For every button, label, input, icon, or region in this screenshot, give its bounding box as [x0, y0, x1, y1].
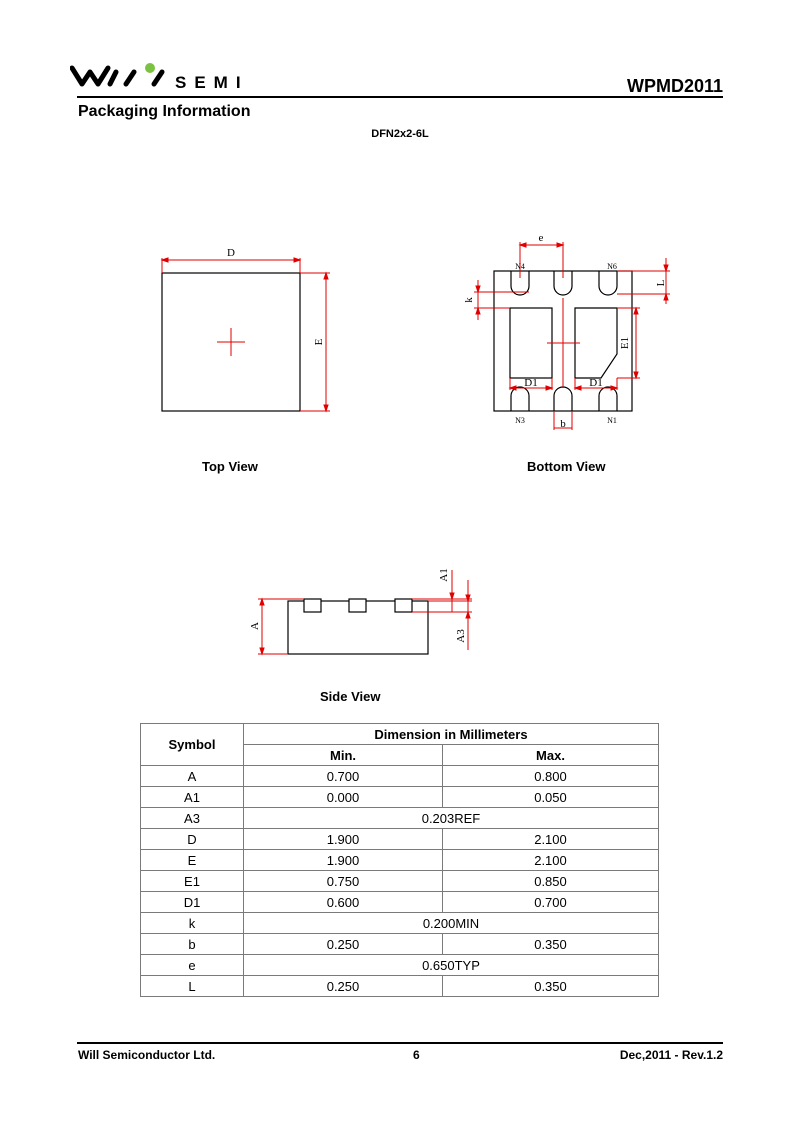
- bottom-N1-label: N1: [607, 416, 617, 425]
- logo-text: SEMI: [175, 73, 249, 92]
- table-row: [141, 934, 659, 955]
- bottom-b-label: b: [560, 418, 566, 430]
- company-logo: [70, 62, 170, 88]
- bottom-view-label: Bottom View: [527, 459, 606, 474]
- min-cell: 0.750: [244, 871, 443, 892]
- bottom-N4-label: N4: [515, 262, 525, 271]
- package-name: DFN2x2-6L: [371, 128, 429, 140]
- max-cell: 0.700: [443, 892, 659, 913]
- table-row: [141, 892, 659, 913]
- header-rule: [77, 96, 723, 98]
- side-view-drawing: [240, 560, 480, 660]
- top-E-label: E: [313, 338, 325, 346]
- side-view-label: Side View: [320, 689, 381, 704]
- symbol-cell: D: [141, 829, 244, 850]
- footer-page-number: 6: [413, 1048, 420, 1062]
- merged-cell: 0.200MIN: [244, 913, 659, 934]
- bottom-k-label: k: [463, 297, 475, 303]
- side-A-label: A: [249, 622, 261, 630]
- symbol-cell: E1: [141, 871, 244, 892]
- document-number: WPMD2011: [626, 76, 723, 96]
- symbol-cell: A: [141, 766, 244, 787]
- table-row: [141, 787, 659, 808]
- footer-company: Will Semiconductor Ltd.: [78, 1048, 216, 1062]
- side-A3-label: A3: [455, 629, 467, 643]
- symbol-cell: E: [141, 850, 244, 871]
- dimensions-table: [140, 723, 659, 997]
- col-min-header: Min.: [244, 745, 443, 766]
- min-cell: 0.000: [244, 787, 443, 808]
- min-cell: 0.600: [244, 892, 443, 913]
- table-row: [141, 850, 659, 871]
- symbol-cell: D1: [141, 892, 244, 913]
- bottom-N6-label: N6: [607, 262, 617, 271]
- max-cell: 0.050: [443, 787, 659, 808]
- footer-rule: [77, 1042, 723, 1044]
- merged-cell: 0.203REF: [244, 808, 659, 829]
- bottom-D1-left-label: D1: [524, 377, 538, 389]
- table-row: [141, 829, 659, 850]
- max-cell: 0.850: [443, 871, 659, 892]
- bottom-view-drawing: [460, 228, 680, 434]
- merged-cell: 0.650TYP: [244, 955, 659, 976]
- max-cell: 2.100: [443, 829, 659, 850]
- table-row: [141, 808, 659, 829]
- bottom-N3-label: N3: [515, 416, 525, 425]
- bottom-E1-label: E1: [619, 336, 631, 350]
- max-cell: 2.100: [443, 850, 659, 871]
- col-group-header: Dimension in Millimeters: [244, 724, 659, 745]
- top-D-label: D: [227, 247, 235, 259]
- bottom-e-label: e: [538, 232, 544, 244]
- min-cell: 1.900: [244, 850, 443, 871]
- col-symbol-header: Symbol: [141, 724, 244, 766]
- symbol-cell: A1: [141, 787, 244, 808]
- min-cell: 1.900: [244, 829, 443, 850]
- max-cell: 0.800: [443, 766, 659, 787]
- top-view-label: Top View: [202, 459, 258, 474]
- side-A1-label: A1: [438, 568, 450, 582]
- footer-revision: Dec,2011 - Rev.1.2: [619, 1048, 723, 1062]
- symbol-cell: e: [141, 955, 244, 976]
- max-cell: 0.350: [443, 976, 659, 997]
- table-row: [141, 766, 659, 787]
- min-cell: 0.250: [244, 934, 443, 955]
- symbol-cell: k: [141, 913, 244, 934]
- min-cell: 0.700: [244, 766, 443, 787]
- max-cell: 0.350: [443, 934, 659, 955]
- bottom-L-label: L: [655, 279, 667, 287]
- table-row: [141, 913, 659, 934]
- min-cell: 0.250: [244, 976, 443, 997]
- table-row: [141, 955, 659, 976]
- col-max-header: Max.: [443, 745, 659, 766]
- top-view-drawing: [150, 240, 350, 420]
- section-title: Packaging Information: [78, 103, 251, 120]
- bottom-D1-right-label: D1: [589, 377, 603, 389]
- symbol-cell: L: [141, 976, 244, 997]
- symbol-cell: b: [141, 934, 244, 955]
- symbol-cell: A3: [141, 808, 244, 829]
- table-row: [141, 976, 659, 997]
- table-row: [141, 871, 659, 892]
